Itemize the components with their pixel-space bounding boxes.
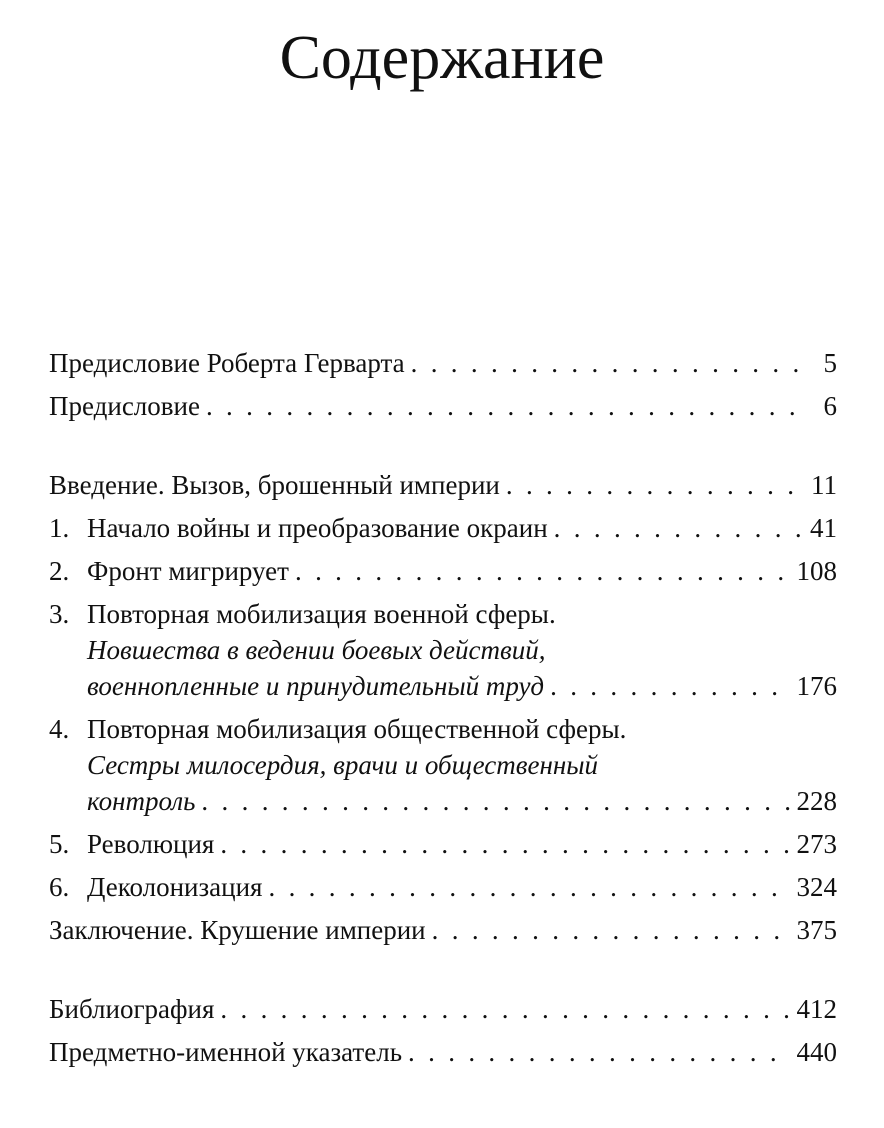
entry-body [49, 345, 837, 381]
page-number: 375 [796, 915, 837, 945]
page-number: 6 [823, 391, 837, 421]
page-number: 324 [796, 872, 837, 902]
entry-subtitle: Сестры милосердия, врачи и общественный [87, 750, 599, 780]
entry-title: Предисловие [49, 391, 200, 421]
page-number: 412 [796, 994, 837, 1024]
dot-leader [206, 388, 803, 424]
entry-title: Революция [87, 829, 215, 859]
toc-entry [49, 991, 837, 1027]
dot-leader [268, 869, 790, 905]
entry-last-line [87, 783, 837, 819]
chapter-number: 3. [49, 599, 70, 629]
entry-body [49, 1034, 837, 1070]
dot-leader [408, 1034, 790, 1070]
dot-leader [550, 668, 790, 704]
entry-title: Деколонизация [87, 872, 263, 902]
entry-body [87, 826, 837, 862]
entry-body [49, 467, 837, 503]
toc-entry [49, 826, 837, 862]
entry-last-line [49, 388, 837, 424]
entry-subtitle: военнопленные и принудительный труд [87, 671, 545, 701]
toc-entry [49, 912, 837, 948]
chapter-number: 4. [49, 714, 70, 744]
dot-leader [295, 553, 791, 589]
page-number: 108 [796, 556, 837, 586]
entry-body [87, 510, 837, 546]
entry-title: Фронт мигрирует [87, 556, 289, 586]
entry-title: Заключение. Крушение империи [49, 915, 426, 945]
page-number: 176 [796, 671, 837, 701]
entry-title: Повторная мобилизация военной сферы. [87, 599, 556, 629]
toc-entry [49, 1034, 837, 1070]
entry-title: Библиография [49, 994, 215, 1024]
page-number: 5 [823, 348, 837, 378]
entry-last-line [49, 1034, 837, 1070]
dot-leader [201, 783, 790, 819]
toc-entry [49, 467, 837, 503]
toc-entry [49, 510, 837, 546]
entry-last-line [49, 991, 837, 1027]
entry-last-line [87, 869, 837, 905]
page-number: 228 [796, 786, 837, 816]
page-number: 41 [810, 513, 837, 543]
toc-entry [49, 869, 837, 905]
chapter-number: 6. [49, 872, 70, 902]
toc-entry [49, 596, 837, 704]
entry-title: Введение. Вызов, брошенный империи [49, 470, 500, 500]
toc-entry [49, 711, 837, 819]
dot-leader [432, 912, 791, 948]
toc-entry [49, 553, 837, 589]
dot-leader [554, 510, 803, 546]
entry-body [87, 596, 837, 704]
page-number: 11 [811, 470, 837, 500]
entry-body [87, 553, 837, 589]
entry-subtitle: контроль [87, 786, 196, 816]
entry-body [49, 991, 837, 1027]
toc-entry [49, 345, 837, 381]
entry-last-line [87, 553, 837, 589]
page-number: 273 [796, 829, 837, 859]
entry-title: Предметно-именной указатель [49, 1037, 403, 1067]
entry-last-line [87, 826, 837, 862]
entry-title: Начало войны и преобразование окраин [87, 513, 548, 543]
dot-leader [411, 345, 803, 381]
entry-body [87, 711, 837, 819]
dot-leader [220, 991, 790, 1027]
entry-last-line [49, 345, 837, 381]
entry-body [49, 912, 837, 948]
page-number: 440 [796, 1037, 837, 1067]
entry-title: Повторная мобилизация общественной сферы. [87, 714, 627, 744]
chapter-number: 1. [49, 513, 70, 543]
chapter-number: 5. [49, 829, 70, 859]
entry-title: Предисловие Роберта Герварта [49, 348, 405, 378]
page-title: Содержание [279, 24, 605, 92]
entry-last-line [87, 510, 837, 546]
chapter-number: 2. [49, 556, 70, 586]
entry-subtitle: Новшества в ведении боевых действий, [87, 635, 546, 665]
toc-entry [49, 388, 837, 424]
entry-body [49, 388, 837, 424]
entry-body [87, 869, 837, 905]
entry-last-line [49, 912, 837, 948]
table-of-contents [49, 345, 837, 1077]
entry-last-line [87, 668, 837, 704]
dot-leader [506, 467, 803, 503]
entry-last-line [49, 467, 837, 503]
dot-leader [220, 826, 790, 862]
